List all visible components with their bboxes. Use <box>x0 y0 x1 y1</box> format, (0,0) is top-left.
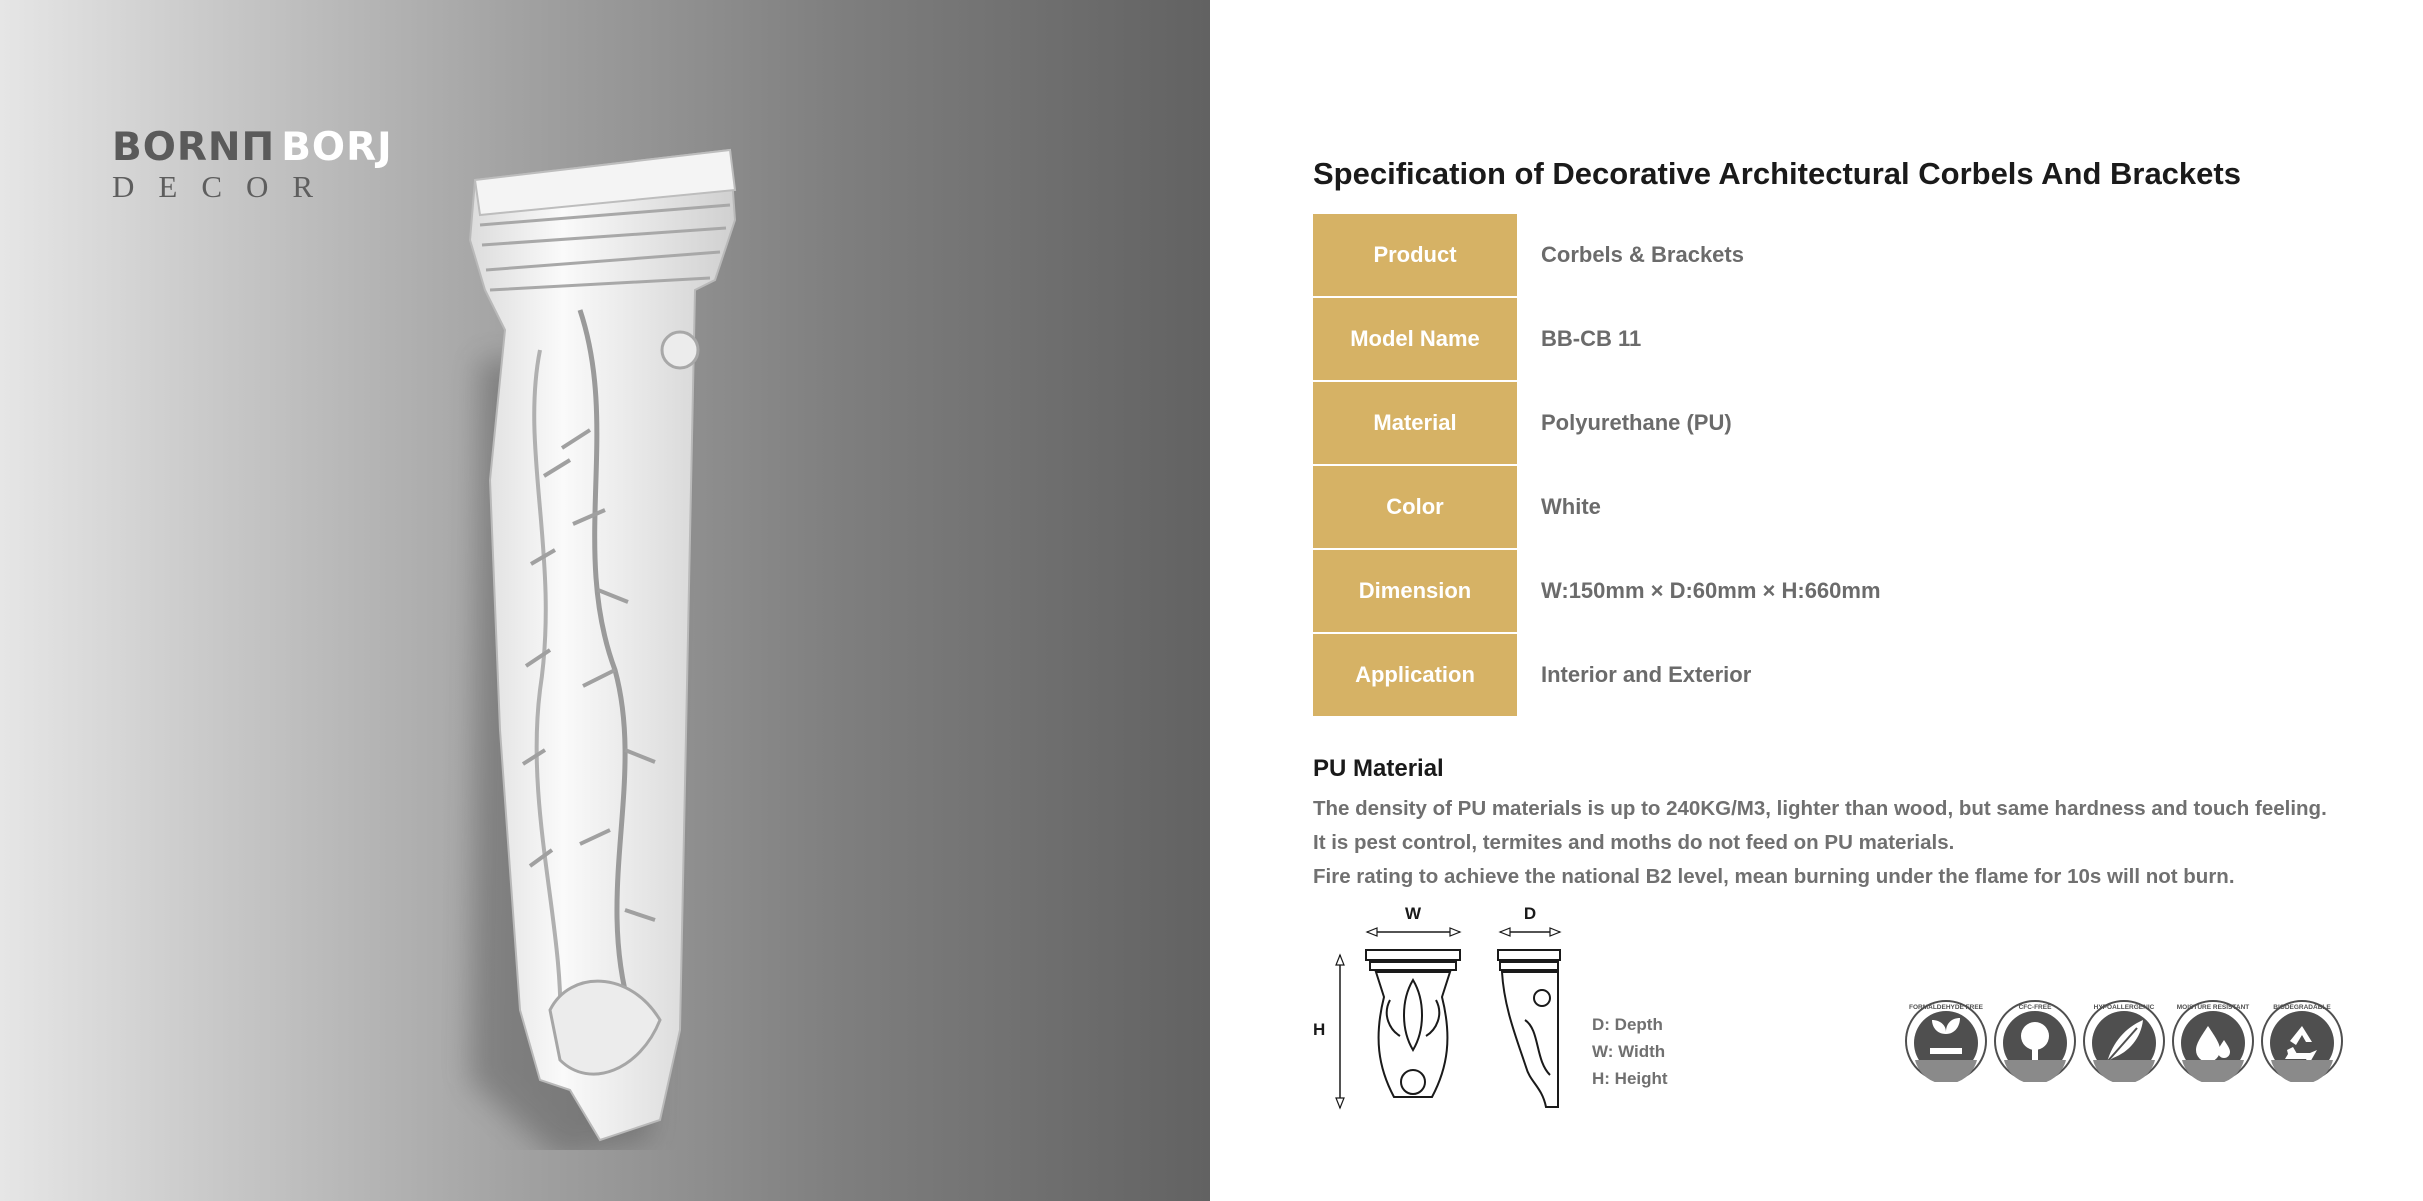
spec-row-dimension <box>1313 550 2013 632</box>
spec-label: Product <box>1313 214 1517 296</box>
tree-icon <box>1994 1000 2076 1082</box>
pu-line-pest: It is pest control, termites and moths do not feed on PU materials. <box>1313 831 1955 854</box>
spec-value: Polyurethane (PU) <box>1541 410 1732 435</box>
spec-row-color <box>1313 466 2013 548</box>
feather-icon <box>2083 1000 2165 1082</box>
spec-value: BB-CB 11 <box>1541 326 1642 351</box>
side-view-drawing <box>1498 950 1560 1107</box>
corbel-product-image <box>430 130 760 1150</box>
sprout-icon <box>1905 1000 1987 1082</box>
spec-label: Model Name <box>1313 298 1517 380</box>
svg-text:CFC-FREE: CFC-FREE <box>2018 1004 2052 1011</box>
spec-label: Dimension <box>1313 550 1517 632</box>
height-letter: H <box>1313 1020 1326 1039</box>
front-view-drawing <box>1366 950 1460 1097</box>
spec-value: W:150mm × D:60mm × H:660mm <box>1541 578 1881 603</box>
spec-value: Corbels & Brackets <box>1541 242 1744 267</box>
svg-text:HYPOALLERGENIC: HYPOALLERGENIC <box>2093 1004 2155 1011</box>
depth-letter: D <box>1523 904 1537 923</box>
spec-row-model-name <box>1313 298 2013 380</box>
pu-material-description <box>1313 792 2327 894</box>
logo-subtitle: DECOR <box>112 169 338 204</box>
dimension-diagram <box>1310 900 1580 1115</box>
page-title: Specification of Decorative Architectural Corbels And Brackets <box>1313 156 2241 191</box>
pu-line-density: The density of PU materials is up to 240KG/M3, lighter than wood, but same hardness and touch feeling. <box>1313 797 2327 820</box>
legend-depth: D: Depth <box>1592 1015 1663 1034</box>
pu-material-heading: PU Material <box>1313 755 1444 782</box>
svg-text:FORMALDEHYDE FREE: FORMALDEHYDE FREE <box>1908 1004 1984 1011</box>
logo-word-2: BORJ <box>281 125 393 170</box>
width-letter: W <box>1404 904 1422 923</box>
spec-value: Interior and Exterior <box>1541 662 1752 687</box>
svg-text:BIODEGRADABLE: BIODEGRADABLE <box>2273 1004 2331 1011</box>
logo-word-1: BORNΠ <box>112 125 276 170</box>
feature-badges <box>1905 1000 2343 1082</box>
legend-width: W: Width <box>1592 1042 1666 1061</box>
product-photo-panel <box>0 0 1210 1201</box>
spec-row-application <box>1313 634 2013 716</box>
recycle-icon <box>2261 1000 2343 1082</box>
spec-label: Application <box>1313 634 1517 716</box>
legend-height: H: Height <box>1592 1069 1668 1088</box>
dimension-legend <box>1592 1011 1668 1092</box>
spec-table <box>1313 214 2013 718</box>
spec-label: Color <box>1313 466 1517 548</box>
spec-row-material <box>1313 382 2013 464</box>
svg-text:MOISTURE RESISTANT: MOISTURE RESISTANT <box>2176 1004 2250 1011</box>
water-drops-icon <box>2172 1000 2254 1082</box>
pu-line-fire: Fire rating to achieve the national B2 level, mean burning under the flame for 10s will not burn. <box>1313 865 2235 888</box>
brand-logo <box>112 125 393 204</box>
specification-panel <box>1210 0 2423 1201</box>
spec-row-product <box>1313 214 2013 296</box>
spec-label: Material <box>1313 382 1517 464</box>
spec-value: White <box>1541 494 1601 519</box>
